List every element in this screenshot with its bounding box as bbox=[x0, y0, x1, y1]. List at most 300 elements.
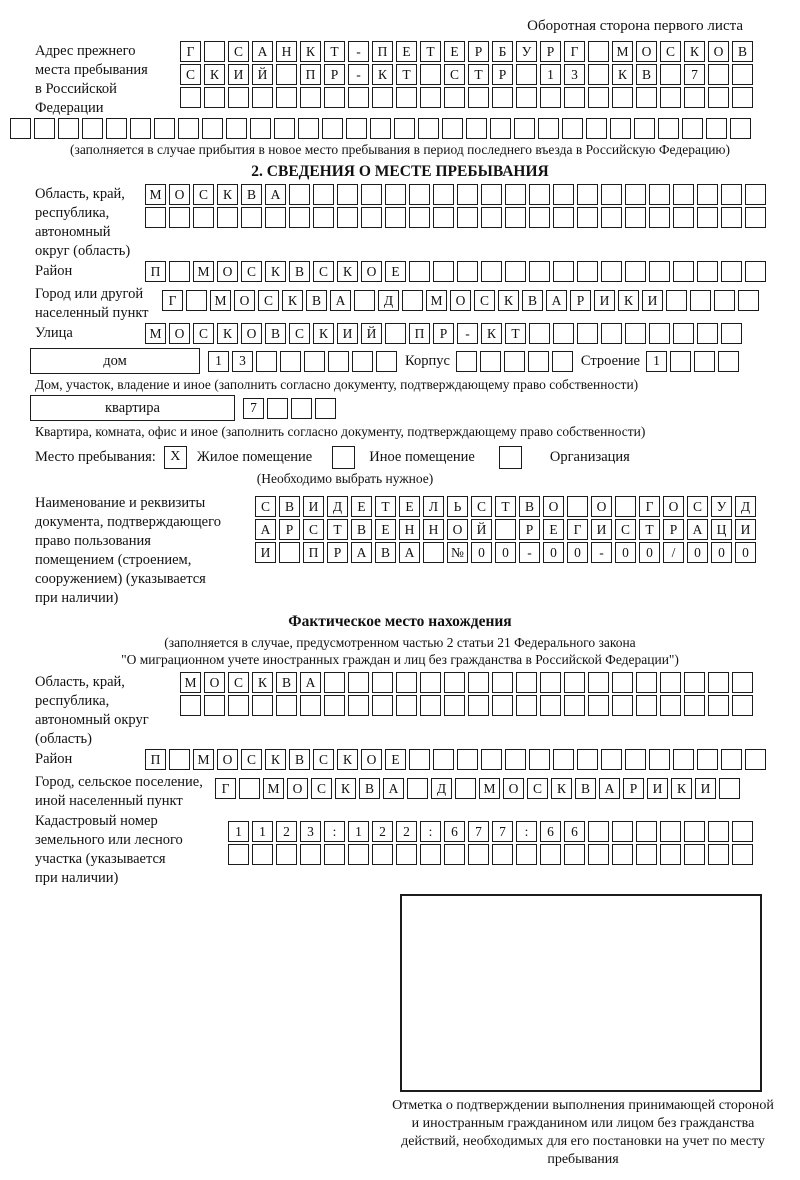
char-box[interactable] bbox=[745, 261, 766, 282]
char-box[interactable] bbox=[684, 695, 705, 716]
char-box[interactable]: А bbox=[687, 519, 708, 540]
char-box[interactable]: К bbox=[265, 749, 286, 770]
char-box[interactable] bbox=[564, 672, 585, 693]
char-box[interactable] bbox=[588, 672, 609, 693]
char-box[interactable] bbox=[420, 844, 441, 865]
char-box[interactable] bbox=[420, 87, 441, 108]
char-box[interactable]: А bbox=[399, 542, 420, 563]
char-box[interactable] bbox=[601, 261, 622, 282]
char-box[interactable]: С bbox=[180, 64, 201, 85]
char-box[interactable] bbox=[649, 261, 670, 282]
char-box[interactable] bbox=[468, 672, 489, 693]
char-box[interactable] bbox=[553, 749, 574, 770]
char-box[interactable] bbox=[615, 496, 636, 517]
char-box[interactable] bbox=[684, 821, 705, 842]
char-box[interactable]: Г bbox=[162, 290, 183, 311]
char-box[interactable]: 2 bbox=[396, 821, 417, 842]
char-box[interactable] bbox=[480, 351, 501, 372]
char-box[interactable] bbox=[274, 118, 295, 139]
char-box[interactable]: Р bbox=[623, 778, 644, 799]
char-box[interactable] bbox=[514, 118, 535, 139]
char-box[interactable] bbox=[562, 118, 583, 139]
char-box[interactable] bbox=[180, 695, 201, 716]
char-box[interactable]: О bbox=[169, 323, 190, 344]
char-box[interactable] bbox=[361, 184, 382, 205]
char-box[interactable]: В bbox=[289, 261, 310, 282]
char-box[interactable]: Г bbox=[567, 519, 588, 540]
char-box[interactable] bbox=[612, 672, 633, 693]
char-box[interactable] bbox=[732, 844, 753, 865]
char-box[interactable] bbox=[649, 749, 670, 770]
char-box[interactable] bbox=[332, 446, 355, 469]
char-box[interactable] bbox=[372, 87, 393, 108]
char-box[interactable] bbox=[328, 351, 349, 372]
char-box[interactable] bbox=[372, 672, 393, 693]
char-box[interactable] bbox=[315, 398, 336, 419]
char-box[interactable]: 1 bbox=[208, 351, 229, 372]
char-box[interactable]: № bbox=[447, 542, 468, 563]
char-box[interactable] bbox=[457, 184, 478, 205]
char-box[interactable]: 7 bbox=[243, 398, 264, 419]
char-box[interactable]: К bbox=[335, 778, 356, 799]
char-box[interactable] bbox=[601, 207, 622, 228]
char-box[interactable]: 0 bbox=[567, 542, 588, 563]
char-box[interactable] bbox=[276, 695, 297, 716]
char-box[interactable] bbox=[348, 87, 369, 108]
char-box[interactable] bbox=[732, 695, 753, 716]
char-box[interactable]: О bbox=[591, 496, 612, 517]
char-box[interactable]: К bbox=[684, 41, 705, 62]
char-box[interactable] bbox=[505, 749, 526, 770]
char-box[interactable]: П bbox=[145, 749, 166, 770]
char-box[interactable]: К bbox=[618, 290, 639, 311]
char-box[interactable] bbox=[481, 184, 502, 205]
char-box[interactable]: К bbox=[217, 323, 238, 344]
char-box[interactable] bbox=[636, 821, 657, 842]
char-box[interactable] bbox=[708, 844, 729, 865]
char-box[interactable] bbox=[407, 778, 428, 799]
char-box[interactable]: И bbox=[695, 778, 716, 799]
char-box[interactable]: К bbox=[481, 323, 502, 344]
char-box[interactable]: К bbox=[372, 64, 393, 85]
char-box[interactable]: В bbox=[519, 496, 540, 517]
char-box[interactable] bbox=[267, 398, 288, 419]
char-box[interactable]: Т bbox=[505, 323, 526, 344]
char-box[interactable] bbox=[456, 351, 477, 372]
char-box[interactable]: 1 bbox=[348, 821, 369, 842]
char-box[interactable] bbox=[145, 207, 166, 228]
char-box[interactable] bbox=[660, 695, 681, 716]
char-box[interactable] bbox=[376, 351, 397, 372]
char-box[interactable] bbox=[256, 351, 277, 372]
char-box[interactable]: Д bbox=[735, 496, 756, 517]
char-box[interactable]: М bbox=[193, 261, 214, 282]
char-box[interactable] bbox=[180, 87, 201, 108]
char-box[interactable] bbox=[409, 749, 430, 770]
char-box[interactable] bbox=[504, 351, 525, 372]
char-box[interactable] bbox=[673, 207, 694, 228]
char-box[interactable]: 0 bbox=[711, 542, 732, 563]
char-box[interactable] bbox=[636, 87, 657, 108]
char-box[interactable] bbox=[241, 207, 262, 228]
char-box[interactable] bbox=[721, 261, 742, 282]
char-box[interactable]: В bbox=[575, 778, 596, 799]
char-box[interactable] bbox=[708, 695, 729, 716]
char-box[interactable] bbox=[718, 351, 739, 372]
char-box[interactable] bbox=[714, 290, 735, 311]
char-box[interactable]: 7 bbox=[492, 821, 513, 842]
char-box[interactable] bbox=[202, 118, 223, 139]
char-box[interactable]: Е bbox=[543, 519, 564, 540]
char-box[interactable]: И bbox=[594, 290, 615, 311]
char-box[interactable] bbox=[673, 749, 694, 770]
char-box[interactable] bbox=[361, 207, 382, 228]
char-box[interactable]: М bbox=[193, 749, 214, 770]
char-box[interactable]: В bbox=[351, 519, 372, 540]
char-box[interactable]: С bbox=[241, 261, 262, 282]
char-box[interactable] bbox=[420, 695, 441, 716]
char-box[interactable] bbox=[10, 118, 31, 139]
char-box[interactable]: X bbox=[164, 446, 187, 469]
char-box[interactable] bbox=[708, 87, 729, 108]
char-box[interactable] bbox=[666, 290, 687, 311]
char-box[interactable]: 6 bbox=[444, 821, 465, 842]
char-box[interactable] bbox=[276, 64, 297, 85]
char-box[interactable]: К bbox=[204, 64, 225, 85]
char-box[interactable] bbox=[564, 87, 585, 108]
char-box[interactable]: О bbox=[636, 41, 657, 62]
char-box[interactable]: Д bbox=[378, 290, 399, 311]
char-box[interactable] bbox=[468, 695, 489, 716]
char-box[interactable]: Ь bbox=[447, 496, 468, 517]
char-box[interactable] bbox=[481, 207, 502, 228]
char-box[interactable] bbox=[348, 844, 369, 865]
char-box[interactable]: Р bbox=[433, 323, 454, 344]
char-box[interactable] bbox=[540, 844, 561, 865]
char-box[interactable] bbox=[697, 184, 718, 205]
char-box[interactable] bbox=[457, 749, 478, 770]
char-box[interactable] bbox=[490, 118, 511, 139]
char-box[interactable]: К bbox=[671, 778, 692, 799]
char-box[interactable]: М bbox=[180, 672, 201, 693]
char-box[interactable]: И bbox=[303, 496, 324, 517]
char-box[interactable]: О bbox=[708, 41, 729, 62]
char-box[interactable] bbox=[280, 351, 301, 372]
char-box[interactable]: Т bbox=[324, 41, 345, 62]
char-box[interactable]: О bbox=[503, 778, 524, 799]
char-box[interactable]: : bbox=[420, 821, 441, 842]
char-box[interactable] bbox=[697, 749, 718, 770]
char-box[interactable]: Е bbox=[385, 261, 406, 282]
char-box[interactable]: - bbox=[591, 542, 612, 563]
char-box[interactable]: И bbox=[647, 778, 668, 799]
char-box[interactable] bbox=[433, 207, 454, 228]
char-box[interactable] bbox=[625, 207, 646, 228]
char-box[interactable] bbox=[466, 118, 487, 139]
char-box[interactable]: О bbox=[450, 290, 471, 311]
char-box[interactable]: : bbox=[324, 821, 345, 842]
char-box[interactable] bbox=[324, 672, 345, 693]
char-box[interactable]: Е bbox=[444, 41, 465, 62]
char-box[interactable] bbox=[444, 695, 465, 716]
char-box[interactable] bbox=[492, 695, 513, 716]
char-box[interactable] bbox=[468, 87, 489, 108]
char-box[interactable] bbox=[612, 695, 633, 716]
char-box[interactable]: Й bbox=[361, 323, 382, 344]
char-box[interactable]: К bbox=[313, 323, 334, 344]
char-box[interactable]: А bbox=[330, 290, 351, 311]
char-box[interactable] bbox=[529, 207, 550, 228]
char-box[interactable]: О bbox=[447, 519, 468, 540]
char-box[interactable]: О bbox=[169, 184, 190, 205]
char-box[interactable]: Р bbox=[570, 290, 591, 311]
char-box[interactable]: А bbox=[265, 184, 286, 205]
char-box[interactable] bbox=[529, 323, 550, 344]
char-box[interactable]: С bbox=[255, 496, 276, 517]
char-box[interactable]: Т bbox=[495, 496, 516, 517]
char-box[interactable]: К bbox=[551, 778, 572, 799]
char-box[interactable] bbox=[169, 749, 190, 770]
char-box[interactable]: О bbox=[663, 496, 684, 517]
char-box[interactable] bbox=[455, 778, 476, 799]
char-box[interactable] bbox=[228, 87, 249, 108]
char-box[interactable] bbox=[586, 118, 607, 139]
char-box[interactable]: В bbox=[265, 323, 286, 344]
char-box[interactable] bbox=[228, 695, 249, 716]
char-box[interactable]: 0 bbox=[471, 542, 492, 563]
char-box[interactable]: С bbox=[193, 184, 214, 205]
char-box[interactable] bbox=[481, 749, 502, 770]
char-box[interactable] bbox=[409, 207, 430, 228]
char-box[interactable]: Н bbox=[399, 519, 420, 540]
char-box[interactable] bbox=[636, 672, 657, 693]
char-box[interactable] bbox=[721, 207, 742, 228]
char-box[interactable]: В bbox=[375, 542, 396, 563]
char-box[interactable] bbox=[564, 695, 585, 716]
char-box[interactable]: С bbox=[228, 41, 249, 62]
char-box[interactable] bbox=[553, 323, 574, 344]
char-box[interactable] bbox=[745, 749, 766, 770]
char-box[interactable]: К bbox=[282, 290, 303, 311]
char-box[interactable]: Г bbox=[180, 41, 201, 62]
char-box[interactable] bbox=[337, 207, 358, 228]
char-box[interactable]: О bbox=[234, 290, 255, 311]
char-box[interactable] bbox=[745, 207, 766, 228]
char-box[interactable]: И bbox=[591, 519, 612, 540]
char-box[interactable] bbox=[529, 261, 550, 282]
char-box[interactable]: О bbox=[217, 749, 238, 770]
char-box[interactable] bbox=[468, 844, 489, 865]
char-box[interactable]: Д bbox=[431, 778, 452, 799]
char-box[interactable] bbox=[625, 749, 646, 770]
char-box[interactable]: О bbox=[204, 672, 225, 693]
char-box[interactable] bbox=[300, 695, 321, 716]
char-box[interactable] bbox=[690, 290, 711, 311]
char-box[interactable]: И bbox=[228, 64, 249, 85]
char-box[interactable] bbox=[433, 261, 454, 282]
char-box[interactable]: Т bbox=[396, 64, 417, 85]
char-box[interactable]: А bbox=[599, 778, 620, 799]
char-box[interactable] bbox=[684, 672, 705, 693]
char-box[interactable] bbox=[732, 87, 753, 108]
char-box[interactable] bbox=[694, 351, 715, 372]
char-box[interactable] bbox=[658, 118, 679, 139]
char-box[interactable] bbox=[577, 184, 598, 205]
char-box[interactable] bbox=[409, 184, 430, 205]
char-box[interactable] bbox=[178, 118, 199, 139]
char-box[interactable] bbox=[552, 351, 573, 372]
char-box[interactable]: М bbox=[210, 290, 231, 311]
char-box[interactable]: К bbox=[498, 290, 519, 311]
char-box[interactable] bbox=[418, 118, 439, 139]
char-box[interactable]: 1 bbox=[646, 351, 667, 372]
char-box[interactable]: М bbox=[263, 778, 284, 799]
char-box[interactable]: 3 bbox=[564, 64, 585, 85]
char-box[interactable]: С bbox=[474, 290, 495, 311]
char-box[interactable] bbox=[588, 64, 609, 85]
char-box[interactable] bbox=[239, 778, 260, 799]
char-box[interactable] bbox=[732, 64, 753, 85]
char-box[interactable] bbox=[385, 184, 406, 205]
char-box[interactable]: Й bbox=[471, 519, 492, 540]
char-box[interactable] bbox=[252, 695, 273, 716]
char-box[interactable] bbox=[396, 695, 417, 716]
char-box[interactable] bbox=[673, 184, 694, 205]
char-box[interactable] bbox=[372, 844, 393, 865]
char-box[interactable]: М bbox=[145, 184, 166, 205]
char-box[interactable]: А bbox=[383, 778, 404, 799]
char-box[interactable] bbox=[396, 87, 417, 108]
char-box[interactable]: 1 bbox=[540, 64, 561, 85]
char-box[interactable] bbox=[348, 672, 369, 693]
char-box[interactable] bbox=[354, 290, 375, 311]
char-box[interactable]: О bbox=[543, 496, 564, 517]
char-box[interactable]: А bbox=[546, 290, 567, 311]
char-box[interactable]: Т bbox=[639, 519, 660, 540]
char-box[interactable] bbox=[588, 41, 609, 62]
char-box[interactable]: М bbox=[426, 290, 447, 311]
char-box[interactable] bbox=[154, 118, 175, 139]
char-box[interactable] bbox=[588, 821, 609, 842]
char-box[interactable]: Е bbox=[351, 496, 372, 517]
char-box[interactable]: А bbox=[351, 542, 372, 563]
char-box[interactable]: Ц bbox=[711, 519, 732, 540]
char-box[interactable] bbox=[577, 261, 598, 282]
char-box[interactable]: С bbox=[313, 261, 334, 282]
char-box[interactable]: У bbox=[711, 496, 732, 517]
char-box[interactable]: Р bbox=[279, 519, 300, 540]
char-box[interactable] bbox=[673, 261, 694, 282]
char-box[interactable]: С bbox=[311, 778, 332, 799]
char-box[interactable] bbox=[682, 118, 703, 139]
char-box[interactable] bbox=[505, 261, 526, 282]
char-box[interactable] bbox=[564, 844, 585, 865]
char-box[interactable] bbox=[313, 184, 334, 205]
char-box[interactable] bbox=[193, 207, 214, 228]
char-box[interactable]: С bbox=[687, 496, 708, 517]
char-box[interactable] bbox=[684, 87, 705, 108]
char-box[interactable]: 2 bbox=[276, 821, 297, 842]
char-box[interactable] bbox=[706, 118, 727, 139]
char-box[interactable]: И bbox=[642, 290, 663, 311]
char-box[interactable] bbox=[204, 41, 225, 62]
char-box[interactable]: К bbox=[265, 261, 286, 282]
char-box[interactable] bbox=[394, 118, 415, 139]
char-box[interactable] bbox=[346, 118, 367, 139]
char-box[interactable]: У bbox=[516, 41, 537, 62]
char-box[interactable]: К bbox=[300, 41, 321, 62]
char-box[interactable] bbox=[324, 844, 345, 865]
char-box[interactable] bbox=[708, 64, 729, 85]
char-box[interactable]: С bbox=[241, 749, 262, 770]
char-box[interactable]: К bbox=[217, 184, 238, 205]
char-box[interactable] bbox=[732, 821, 753, 842]
char-box[interactable] bbox=[732, 672, 753, 693]
char-box[interactable] bbox=[577, 323, 598, 344]
char-box[interactable]: Г bbox=[639, 496, 660, 517]
char-box[interactable] bbox=[540, 695, 561, 716]
char-box[interactable] bbox=[352, 351, 373, 372]
char-box[interactable] bbox=[588, 844, 609, 865]
char-box[interactable] bbox=[385, 207, 406, 228]
char-box[interactable]: С bbox=[444, 64, 465, 85]
char-box[interactable] bbox=[567, 496, 588, 517]
char-box[interactable] bbox=[276, 844, 297, 865]
char-box[interactable]: Е bbox=[385, 749, 406, 770]
char-box[interactable] bbox=[457, 207, 478, 228]
char-box[interactable] bbox=[588, 87, 609, 108]
char-box[interactable] bbox=[721, 323, 742, 344]
char-box[interactable] bbox=[612, 821, 633, 842]
char-box[interactable] bbox=[370, 118, 391, 139]
char-box[interactable]: Б bbox=[492, 41, 513, 62]
char-box[interactable] bbox=[553, 207, 574, 228]
char-box[interactable] bbox=[516, 695, 537, 716]
char-box[interactable] bbox=[601, 184, 622, 205]
char-box[interactable]: Й bbox=[252, 64, 273, 85]
char-box[interactable]: 6 bbox=[564, 821, 585, 842]
char-box[interactable]: Т bbox=[375, 496, 396, 517]
char-box[interactable] bbox=[420, 64, 441, 85]
char-box[interactable] bbox=[670, 351, 691, 372]
char-box[interactable]: П bbox=[145, 261, 166, 282]
dom-widebox[interactable]: дом bbox=[30, 348, 200, 374]
char-box[interactable]: Н bbox=[276, 41, 297, 62]
char-box[interactable]: О bbox=[287, 778, 308, 799]
char-box[interactable]: Д bbox=[327, 496, 348, 517]
char-box[interactable]: О bbox=[241, 323, 262, 344]
char-box[interactable] bbox=[577, 749, 598, 770]
char-box[interactable] bbox=[660, 844, 681, 865]
char-box[interactable] bbox=[250, 118, 271, 139]
char-box[interactable]: Т bbox=[420, 41, 441, 62]
char-box[interactable] bbox=[577, 207, 598, 228]
char-box[interactable]: Р bbox=[492, 64, 513, 85]
char-box[interactable]: И bbox=[337, 323, 358, 344]
char-box[interactable] bbox=[634, 118, 655, 139]
char-box[interactable] bbox=[433, 184, 454, 205]
char-box[interactable]: Р bbox=[540, 41, 561, 62]
char-box[interactable]: 1 bbox=[252, 821, 273, 842]
char-box[interactable]: 3 bbox=[300, 821, 321, 842]
char-box[interactable]: Г bbox=[215, 778, 236, 799]
char-box[interactable] bbox=[612, 87, 633, 108]
char-box[interactable] bbox=[708, 821, 729, 842]
char-box[interactable]: А bbox=[255, 519, 276, 540]
char-box[interactable]: - bbox=[457, 323, 478, 344]
char-box[interactable] bbox=[505, 184, 526, 205]
char-box[interactable] bbox=[649, 184, 670, 205]
